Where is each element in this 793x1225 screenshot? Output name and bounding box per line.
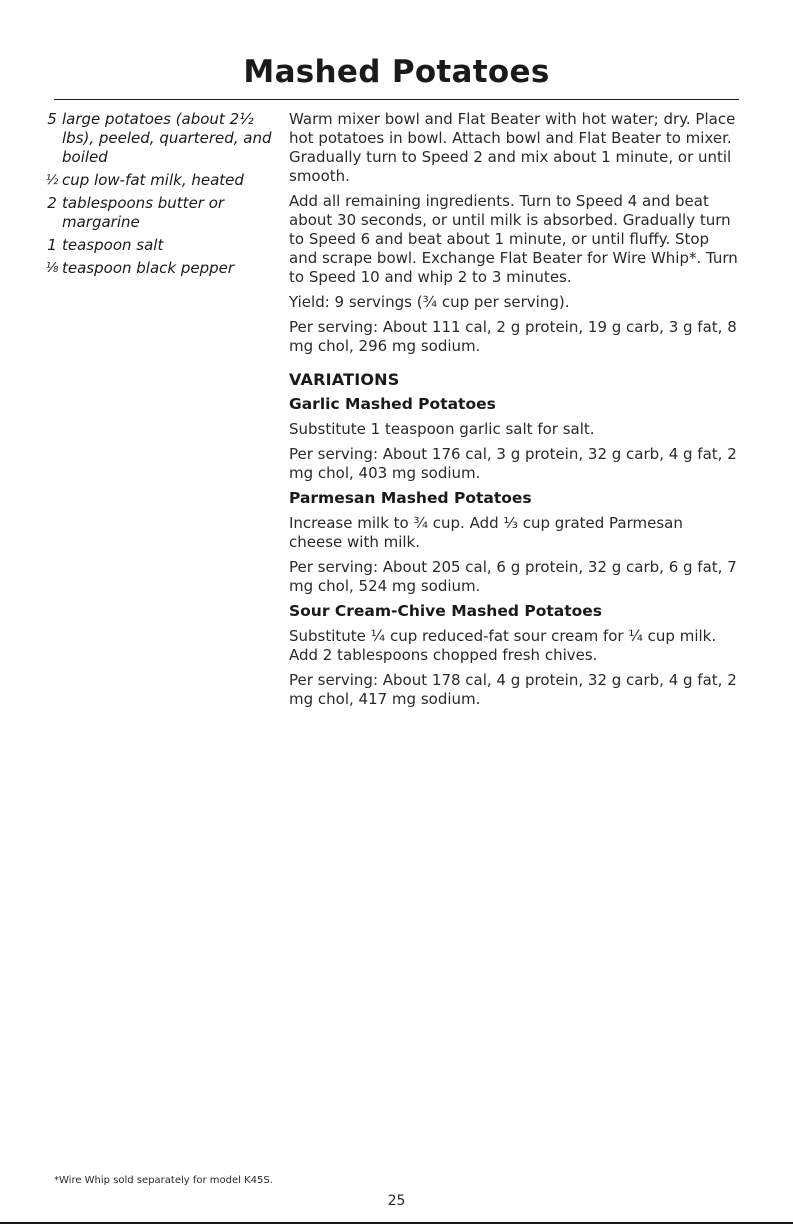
- ingredient-item: [42, 110, 277, 167]
- method-step: Add all remaining ingredients. Turn to Speed 4 and beat about 30 seconds, or until milk is absorbed. Gradually turn to Speed 6 and beat about 1 minute, or until fluffy. Stop and scrape bowl. Exchange Flat Beater for Wire Whip*. Turn to Speed 10 and whip 2 to 3 minutes.: [289, 192, 738, 286]
- ingredient-text: large potatoes (about 2½ lbs), peeled, quartered, and boiled: [62, 110, 272, 166]
- variation-parmesan: [289, 489, 739, 596]
- ingredient-item: [42, 259, 277, 278]
- ingredient-list: [42, 110, 277, 282]
- variation-nutrition: Per serving: About 205 cal, 6 g protein, 32 g carb, 6 g fat, 7 mg chol, 524 mg sodium.: [289, 558, 737, 595]
- ingredient-item: [42, 236, 277, 255]
- method-step: Warm mixer bowl and Flat Beater with hot water; dry. Place hot potatoes in bowl. Attach bowl and Flat Beater to mixer. Gradually turn to Speed 2 and mix about 1 minute, or until smooth.: [289, 110, 736, 185]
- variation-text: Substitute ¼ cup reduced-fat sour cream for ¼ cup milk. Add 2 tablespoons chopped fresh chives.: [289, 627, 717, 664]
- ingredient-text: teaspoon black pepper: [62, 259, 235, 277]
- variation-title: Sour Cream-Chive Mashed Potatoes: [289, 602, 603, 620]
- ingredient-qty: 5: [47, 110, 57, 128]
- ingredient-qty: ⅛: [45, 261, 59, 276]
- variation-title: Parmesan Mashed Potatoes: [289, 489, 532, 507]
- ingredient-text: cup low-fat milk, heated: [62, 171, 244, 189]
- ingredient-item: [42, 194, 277, 232]
- ingredient-qty: ½: [45, 173, 59, 188]
- ingredient-qty: 1: [47, 236, 57, 254]
- variation-text: Substitute 1 teaspoon garlic salt for salt.: [289, 420, 595, 438]
- variation-nutrition: Per serving: About 178 cal, 4 g protein, 32 g carb, 4 g fat, 2 mg chol, 417 mg sodium.: [289, 671, 737, 708]
- variation-text: Increase milk to ¾ cup. Add ⅓ cup grated Parmesan cheese with milk.: [289, 514, 683, 551]
- bottom-rule: [0, 1222, 793, 1224]
- variation-sour-cream-chive: [289, 602, 739, 709]
- ingredient-text: tablespoons butter or margarine: [62, 194, 225, 231]
- page-number: 25: [387, 1193, 406, 1209]
- variation-garlic: [289, 395, 739, 483]
- page-title: Mashed Potatoes: [243, 54, 550, 90]
- method-column: [289, 110, 739, 715]
- footnote: *Wire Whip sold separately for model K45S.: [54, 1175, 273, 1186]
- variation-title: Garlic Mashed Potatoes: [289, 395, 496, 413]
- nutrition-text: Per serving: About 111 cal, 2 g protein, 19 g carb, 3 g fat, 8 mg chol, 296 mg sodium.: [289, 318, 737, 355]
- ingredient-item: [42, 171, 277, 190]
- variation-nutrition: Per serving: About 176 cal, 3 g protein, 32 g carb, 4 g fat, 2 mg chol, 403 mg sodium.: [289, 445, 737, 482]
- yield-text: Yield: 9 servings (¾ cup per serving).: [289, 293, 570, 311]
- variations-heading: VARIATIONS: [289, 370, 400, 389]
- ingredient-text: teaspoon salt: [62, 236, 164, 254]
- ingredient-qty: 2: [47, 194, 57, 212]
- title-rule: [54, 99, 739, 100]
